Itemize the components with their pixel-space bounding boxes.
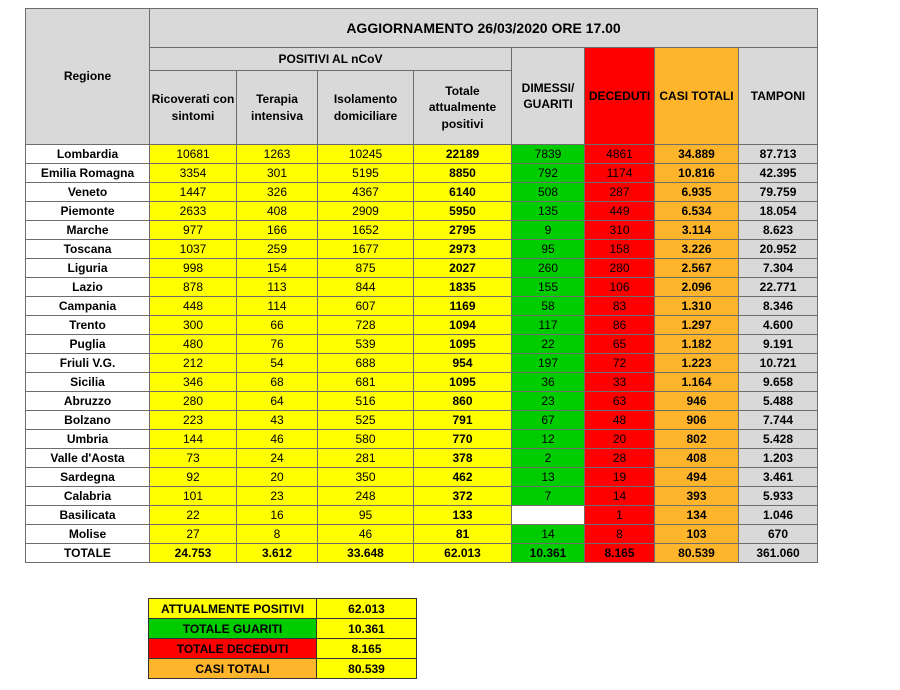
cell-deceduti: 310: [585, 221, 655, 240]
cell-dimessi: 260: [512, 259, 585, 278]
cell-casi: 1.223: [655, 354, 739, 373]
table-row: [26, 335, 818, 354]
cell-deceduti: 20: [585, 430, 655, 449]
cell-totale: 378: [414, 449, 512, 468]
cell-totale: 1094: [414, 316, 512, 335]
cell-deceduti: 287: [585, 183, 655, 202]
cell-ricoverati: 1447: [150, 183, 237, 202]
cell-regione: Marche: [26, 221, 150, 240]
cell-tamponi: 18.054: [739, 202, 818, 221]
cell-tamponi: 1.203: [739, 449, 818, 468]
cell-totale: 2795: [414, 221, 512, 240]
cell-casi: 103: [655, 525, 739, 544]
summary-value: 10.361: [317, 619, 417, 639]
cell-deceduti: 8: [585, 525, 655, 544]
cell-ricoverati: 480: [150, 335, 237, 354]
cell-dimessi: 508: [512, 183, 585, 202]
cell-totale: 860: [414, 392, 512, 411]
cell-deceduti: 65: [585, 335, 655, 354]
cell-ricoverati: 2633: [150, 202, 237, 221]
totals-dimessi: 10.361: [512, 544, 585, 563]
cell-isolamento: 10245: [318, 145, 414, 164]
cell-isolamento: 525: [318, 411, 414, 430]
cell-regione: Valle d'Aosta: [26, 449, 150, 468]
cell-deceduti: 72: [585, 354, 655, 373]
cell-tamponi: 20.952: [739, 240, 818, 259]
cell-casi: 2.567: [655, 259, 739, 278]
header-isolamento: Isolamento domiciliare: [318, 71, 414, 145]
covid-regions-table: [25, 8, 818, 563]
table-row: [26, 164, 818, 183]
cell-totale: 133: [414, 506, 512, 525]
cell-isolamento: 539: [318, 335, 414, 354]
cell-dimessi: 58: [512, 297, 585, 316]
summary-table: [148, 598, 417, 679]
cell-totale: 462: [414, 468, 512, 487]
cell-dimessi: 7839: [512, 145, 585, 164]
cell-casi: 6.534: [655, 202, 739, 221]
cell-terapia: 154: [237, 259, 318, 278]
cell-terapia: 166: [237, 221, 318, 240]
cell-regione: Piemonte: [26, 202, 150, 221]
cell-regione: Emilia Romagna: [26, 164, 150, 183]
summary-row: [149, 599, 417, 619]
cell-tamponi: 3.461: [739, 468, 818, 487]
cell-deceduti: 106: [585, 278, 655, 297]
table-row: [26, 449, 818, 468]
totals-isolamento: 33.648: [318, 544, 414, 563]
cell-isolamento: 2909: [318, 202, 414, 221]
table-row: [26, 468, 818, 487]
cell-casi: 134: [655, 506, 739, 525]
cell-tamponi: 42.395: [739, 164, 818, 183]
cell-ricoverati: 144: [150, 430, 237, 449]
cell-dimessi: 36: [512, 373, 585, 392]
cell-casi: 1.310: [655, 297, 739, 316]
table-row: [26, 278, 818, 297]
summary-label: ATTUALMENTE POSITIVI: [149, 599, 317, 619]
cell-casi: 1.164: [655, 373, 739, 392]
cell-totale: 5950: [414, 202, 512, 221]
cell-casi: 10.816: [655, 164, 739, 183]
cell-ricoverati: 3354: [150, 164, 237, 183]
cell-ricoverati: 10681: [150, 145, 237, 164]
cell-dimessi: 117: [512, 316, 585, 335]
cell-casi: 946: [655, 392, 739, 411]
cell-terapia: 23: [237, 487, 318, 506]
cell-deceduti: 14: [585, 487, 655, 506]
cell-regione: Bolzano: [26, 411, 150, 430]
cell-ricoverati: 977: [150, 221, 237, 240]
cell-totale: 954: [414, 354, 512, 373]
cell-totale: 6140: [414, 183, 512, 202]
cell-regione: Lombardia: [26, 145, 150, 164]
table-row: [26, 411, 818, 430]
cell-casi: 1.182: [655, 335, 739, 354]
cell-totale: 8850: [414, 164, 512, 183]
cell-isolamento: 350: [318, 468, 414, 487]
update-title: AGGIORNAMENTO 26/03/2020 ORE 17.00: [150, 9, 818, 48]
cell-regione: Basilicata: [26, 506, 150, 525]
cell-totale: 372: [414, 487, 512, 506]
cell-tamponi: 22.771: [739, 278, 818, 297]
header-casi-totali: CASI TOTALI: [655, 48, 739, 145]
table-row: [26, 487, 818, 506]
cell-isolamento: 580: [318, 430, 414, 449]
cell-totale: 791: [414, 411, 512, 430]
cell-totale: 81: [414, 525, 512, 544]
cell-terapia: 8: [237, 525, 318, 544]
cell-casi: 6.935: [655, 183, 739, 202]
cell-deceduti: 19: [585, 468, 655, 487]
cell-deceduti: 280: [585, 259, 655, 278]
cell-casi: 408: [655, 449, 739, 468]
cell-tamponi: 8.623: [739, 221, 818, 240]
cell-deceduti: 48: [585, 411, 655, 430]
cell-ricoverati: 92: [150, 468, 237, 487]
cell-tamponi: 10.721: [739, 354, 818, 373]
cell-dimessi: 155: [512, 278, 585, 297]
cell-isolamento: 46: [318, 525, 414, 544]
cell-totale: 2027: [414, 259, 512, 278]
cell-regione: Friuli V.G.: [26, 354, 150, 373]
summary-value: 80.539: [317, 659, 417, 679]
cell-dimessi: 22: [512, 335, 585, 354]
cell-casi: 34.889: [655, 145, 739, 164]
cell-regione: Molise: [26, 525, 150, 544]
summary-label: TOTALE DECEDUTI: [149, 639, 317, 659]
cell-tamponi: 5.933: [739, 487, 818, 506]
cell-tamponi: 7.304: [739, 259, 818, 278]
cell-ricoverati: 346: [150, 373, 237, 392]
cell-dimessi: 23: [512, 392, 585, 411]
cell-totale: 1095: [414, 373, 512, 392]
header-ricoverati: Ricoverati con sintomi: [150, 71, 237, 145]
table-row: [26, 525, 818, 544]
cell-dimessi: 792: [512, 164, 585, 183]
cell-isolamento: 4367: [318, 183, 414, 202]
cell-isolamento: 516: [318, 392, 414, 411]
cell-terapia: 20: [237, 468, 318, 487]
cell-terapia: 66: [237, 316, 318, 335]
cell-isolamento: 728: [318, 316, 414, 335]
totals-totale: 62.013: [414, 544, 512, 563]
cell-deceduti: 449: [585, 202, 655, 221]
summary-row: [149, 659, 417, 679]
cell-isolamento: 875: [318, 259, 414, 278]
cell-dimessi: 135: [512, 202, 585, 221]
cell-isolamento: 681: [318, 373, 414, 392]
cell-ricoverati: 878: [150, 278, 237, 297]
cell-regione: Umbria: [26, 430, 150, 449]
table-row: [26, 145, 818, 164]
cell-terapia: 54: [237, 354, 318, 373]
cell-terapia: 326: [237, 183, 318, 202]
cell-regione: Lazio: [26, 278, 150, 297]
table-row: [26, 430, 818, 449]
cell-isolamento: 95: [318, 506, 414, 525]
cell-terapia: 68: [237, 373, 318, 392]
cell-ricoverati: 22: [150, 506, 237, 525]
summary-label: CASI TOTALI: [149, 659, 317, 679]
cell-terapia: 64: [237, 392, 318, 411]
header-dimessi: DIMESSI/ GUARITI: [512, 48, 585, 145]
cell-terapia: 76: [237, 335, 318, 354]
cell-regione: Toscana: [26, 240, 150, 259]
cell-deceduti: 33: [585, 373, 655, 392]
table-row: [26, 221, 818, 240]
totals-deceduti: 8.165: [585, 544, 655, 563]
cell-deceduti: 63: [585, 392, 655, 411]
table-row: [26, 297, 818, 316]
table-row: [26, 183, 818, 202]
cell-regione: Campania: [26, 297, 150, 316]
cell-tamponi: 9.191: [739, 335, 818, 354]
cell-terapia: 46: [237, 430, 318, 449]
cell-ricoverati: 448: [150, 297, 237, 316]
cell-terapia: 301: [237, 164, 318, 183]
cell-terapia: 1263: [237, 145, 318, 164]
cell-isolamento: 5195: [318, 164, 414, 183]
table-row: [26, 202, 818, 221]
summary-row: [149, 639, 417, 659]
header-tamponi: TAMPONI: [739, 48, 818, 145]
table-row: [26, 316, 818, 335]
table-row: [26, 506, 818, 525]
cell-tamponi: 79.759: [739, 183, 818, 202]
table-body: [26, 145, 818, 544]
summary-value: 8.165: [317, 639, 417, 659]
cell-deceduti: 1174: [585, 164, 655, 183]
cell-totale: 1169: [414, 297, 512, 316]
cell-tamponi: 8.346: [739, 297, 818, 316]
cell-deceduti: 86: [585, 316, 655, 335]
cell-tamponi: 5.428: [739, 430, 818, 449]
cell-terapia: 259: [237, 240, 318, 259]
header-totale-positivi: Totale attualmente positivi: [414, 71, 512, 145]
cell-regione: Abruzzo: [26, 392, 150, 411]
cell-totale: 2973: [414, 240, 512, 259]
cell-casi: 1.297: [655, 316, 739, 335]
cell-ricoverati: 998: [150, 259, 237, 278]
cell-regione: Sardegna: [26, 468, 150, 487]
cell-ricoverati: 300: [150, 316, 237, 335]
cell-dimessi: 12: [512, 430, 585, 449]
cell-casi: 3.114: [655, 221, 739, 240]
cell-deceduti: 158: [585, 240, 655, 259]
cell-terapia: 408: [237, 202, 318, 221]
table-row: [26, 392, 818, 411]
cell-terapia: 113: [237, 278, 318, 297]
cell-casi: 3.226: [655, 240, 739, 259]
table-row: [26, 259, 818, 278]
cell-dimessi: 7: [512, 487, 585, 506]
totals-tamponi: 361.060: [739, 544, 818, 563]
cell-tamponi: 7.744: [739, 411, 818, 430]
cell-totale: 1095: [414, 335, 512, 354]
cell-casi: 494: [655, 468, 739, 487]
totals-row: [26, 544, 818, 563]
cell-isolamento: 688: [318, 354, 414, 373]
cell-isolamento: 607: [318, 297, 414, 316]
cell-isolamento: 248: [318, 487, 414, 506]
totals-terapia: 3.612: [237, 544, 318, 563]
cell-ricoverati: 223: [150, 411, 237, 430]
table-row: [26, 240, 818, 259]
cell-dimessi: [512, 506, 585, 525]
cell-tamponi: 87.713: [739, 145, 818, 164]
summary-label: TOTALE GUARITI: [149, 619, 317, 639]
cell-dimessi: 2: [512, 449, 585, 468]
summary-value: 62.013: [317, 599, 417, 619]
cell-deceduti: 4861: [585, 145, 655, 164]
cell-terapia: 24: [237, 449, 318, 468]
cell-deceduti: 28: [585, 449, 655, 468]
cell-ricoverati: 101: [150, 487, 237, 506]
cell-casi: 2.096: [655, 278, 739, 297]
cell-isolamento: 1652: [318, 221, 414, 240]
cell-tamponi: 670: [739, 525, 818, 544]
cell-casi: 802: [655, 430, 739, 449]
totals-ricoverati: 24.753: [150, 544, 237, 563]
cell-ricoverati: 27: [150, 525, 237, 544]
summary-row: [149, 619, 417, 639]
cell-dimessi: 9: [512, 221, 585, 240]
cell-totale: 770: [414, 430, 512, 449]
header-regione: Regione: [26, 9, 150, 145]
cell-regione: Puglia: [26, 335, 150, 354]
cell-casi: 906: [655, 411, 739, 430]
table-row: [26, 373, 818, 392]
cell-terapia: 43: [237, 411, 318, 430]
cell-tamponi: 5.488: [739, 392, 818, 411]
cell-isolamento: 844: [318, 278, 414, 297]
header-positivi: POSITIVI AL nCoV: [150, 48, 512, 71]
cell-tamponi: 1.046: [739, 506, 818, 525]
cell-casi: 393: [655, 487, 739, 506]
cell-ricoverati: 1037: [150, 240, 237, 259]
cell-totale: 22189: [414, 145, 512, 164]
cell-terapia: 16: [237, 506, 318, 525]
cell-ricoverati: 73: [150, 449, 237, 468]
totals-label: TOTALE: [26, 544, 150, 563]
cell-isolamento: 281: [318, 449, 414, 468]
cell-regione: Veneto: [26, 183, 150, 202]
cell-isolamento: 1677: [318, 240, 414, 259]
cell-ricoverati: 212: [150, 354, 237, 373]
cell-tamponi: 9.658: [739, 373, 818, 392]
cell-regione: Calabria: [26, 487, 150, 506]
cell-regione: Sicilia: [26, 373, 150, 392]
cell-deceduti: 83: [585, 297, 655, 316]
cell-dimessi: 13: [512, 468, 585, 487]
cell-tamponi: 4.600: [739, 316, 818, 335]
cell-dimessi: 67: [512, 411, 585, 430]
totals-casi: 80.539: [655, 544, 739, 563]
table-row: [26, 354, 818, 373]
cell-dimessi: 14: [512, 525, 585, 544]
cell-regione: Trento: [26, 316, 150, 335]
cell-deceduti: 1: [585, 506, 655, 525]
header-terapia: Terapia intensiva: [237, 71, 318, 145]
cell-terapia: 114: [237, 297, 318, 316]
cell-dimessi: 95: [512, 240, 585, 259]
cell-ricoverati: 280: [150, 392, 237, 411]
cell-dimessi: 197: [512, 354, 585, 373]
cell-totale: 1835: [414, 278, 512, 297]
header-deceduti: DECEDUTI: [585, 48, 655, 145]
cell-regione: Liguria: [26, 259, 150, 278]
